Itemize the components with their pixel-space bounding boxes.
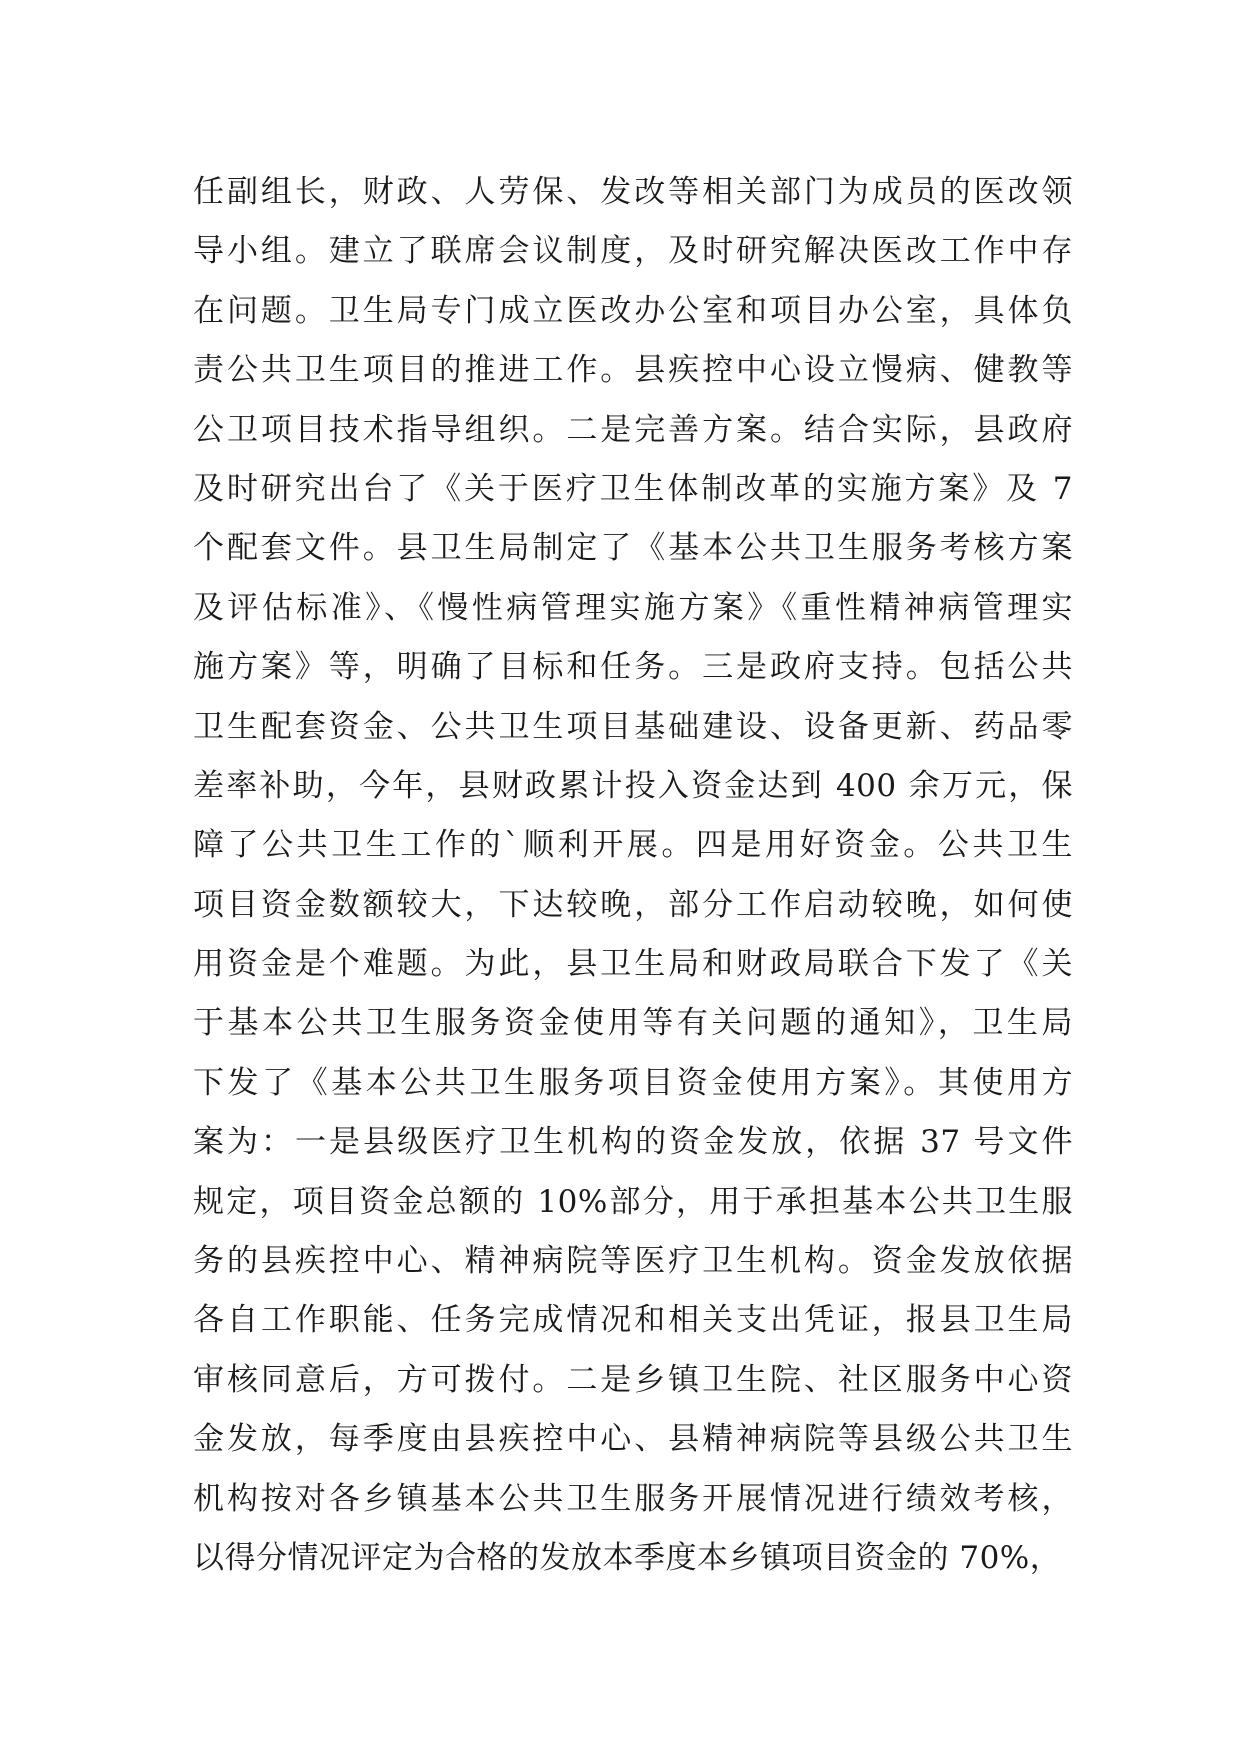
text-line: 金发放，每季度由县疾控中心、县精神病院等县级公共卫生 <box>193 1421 1073 1458</box>
text-line: 任副组长，财政、人劳保、发改等相关部门为成员的医改领 <box>193 174 1073 210</box>
text-line: 及时研究出台了《关于医疗卫生体制改革的实施方案》及 7 <box>193 470 1073 507</box>
text-line: 在问题。卫生局专门成立医改办公室和项目办公室，具体负 <box>193 292 1073 329</box>
text-line: 案为：一是县级医疗卫生机构的资金发放，依据 37 号文件 <box>193 1124 1073 1161</box>
text-line: 下发了《基本公共卫生服务项目资金使用方案》。其使用方 <box>193 1064 1073 1101</box>
text-line: 务的县疾控中心、精神病院等医疗卫生机构。资金发放依据 <box>193 1243 1073 1280</box>
body-text <box>193 163 1073 1588</box>
text-line: 以得分情况评定为合格的发放本季度本乡镇项目资金的 70%， <box>193 1539 1062 1576</box>
text-line: 于基本公共卫生服务资金使用等有关问题的通知》，卫生局 <box>193 1005 1073 1042</box>
text-line: 导小组。建立了联席会议制度，及时研究解决医改工作中存 <box>193 233 1073 270</box>
text-line: 审核同意后，方可拨付。二是乡镇卫生院、社区服务中心资 <box>193 1361 1073 1398</box>
text-line: 机构按对各乡镇基本公共卫生服务开展情况进行绩效考核， <box>193 1480 1073 1517</box>
text-line: 各自工作职能、任务完成情况和相关支出凭证，报县卫生局 <box>193 1302 1073 1339</box>
text-line: 障了公共卫生工作的`顺利开展。四是用好资金。公共卫生 <box>193 827 1073 864</box>
text-line: 规定，项目资金总额的 10%部分，用于承担基本公共卫生服 <box>193 1183 1073 1220</box>
text-line: 差率补助，今年，县财政累计投入资金达到 400 余万元，保 <box>193 767 1073 804</box>
text-line: 用资金是个难题。为此，县卫生局和财政局联合下发了《关 <box>193 946 1073 983</box>
text-line: 卫生配套资金、公共卫生项目基础建设、设备更新、药品零 <box>193 708 1073 745</box>
text-line: 责公共卫生项目的推进工作。县疾控中心设立慢病、健教等 <box>193 352 1073 389</box>
text-line: 公卫项目技术指导组织。二是完善方案。结合实际，县政府 <box>193 411 1073 448</box>
text-line: 及评估标准》、《慢性病管理实施方案》《重性精神病管理实 <box>193 589 1073 626</box>
text-line: 施方案》等，明确了目标和任务。三是政府支持。包括公共 <box>193 649 1073 686</box>
text-line: 个配套文件。县卫生局制定了《基本公共卫生服务考核方案 <box>193 530 1073 567</box>
text-line: 项目资金数额较大，下达较晚，部分工作启动较晚，如何使 <box>193 886 1073 923</box>
